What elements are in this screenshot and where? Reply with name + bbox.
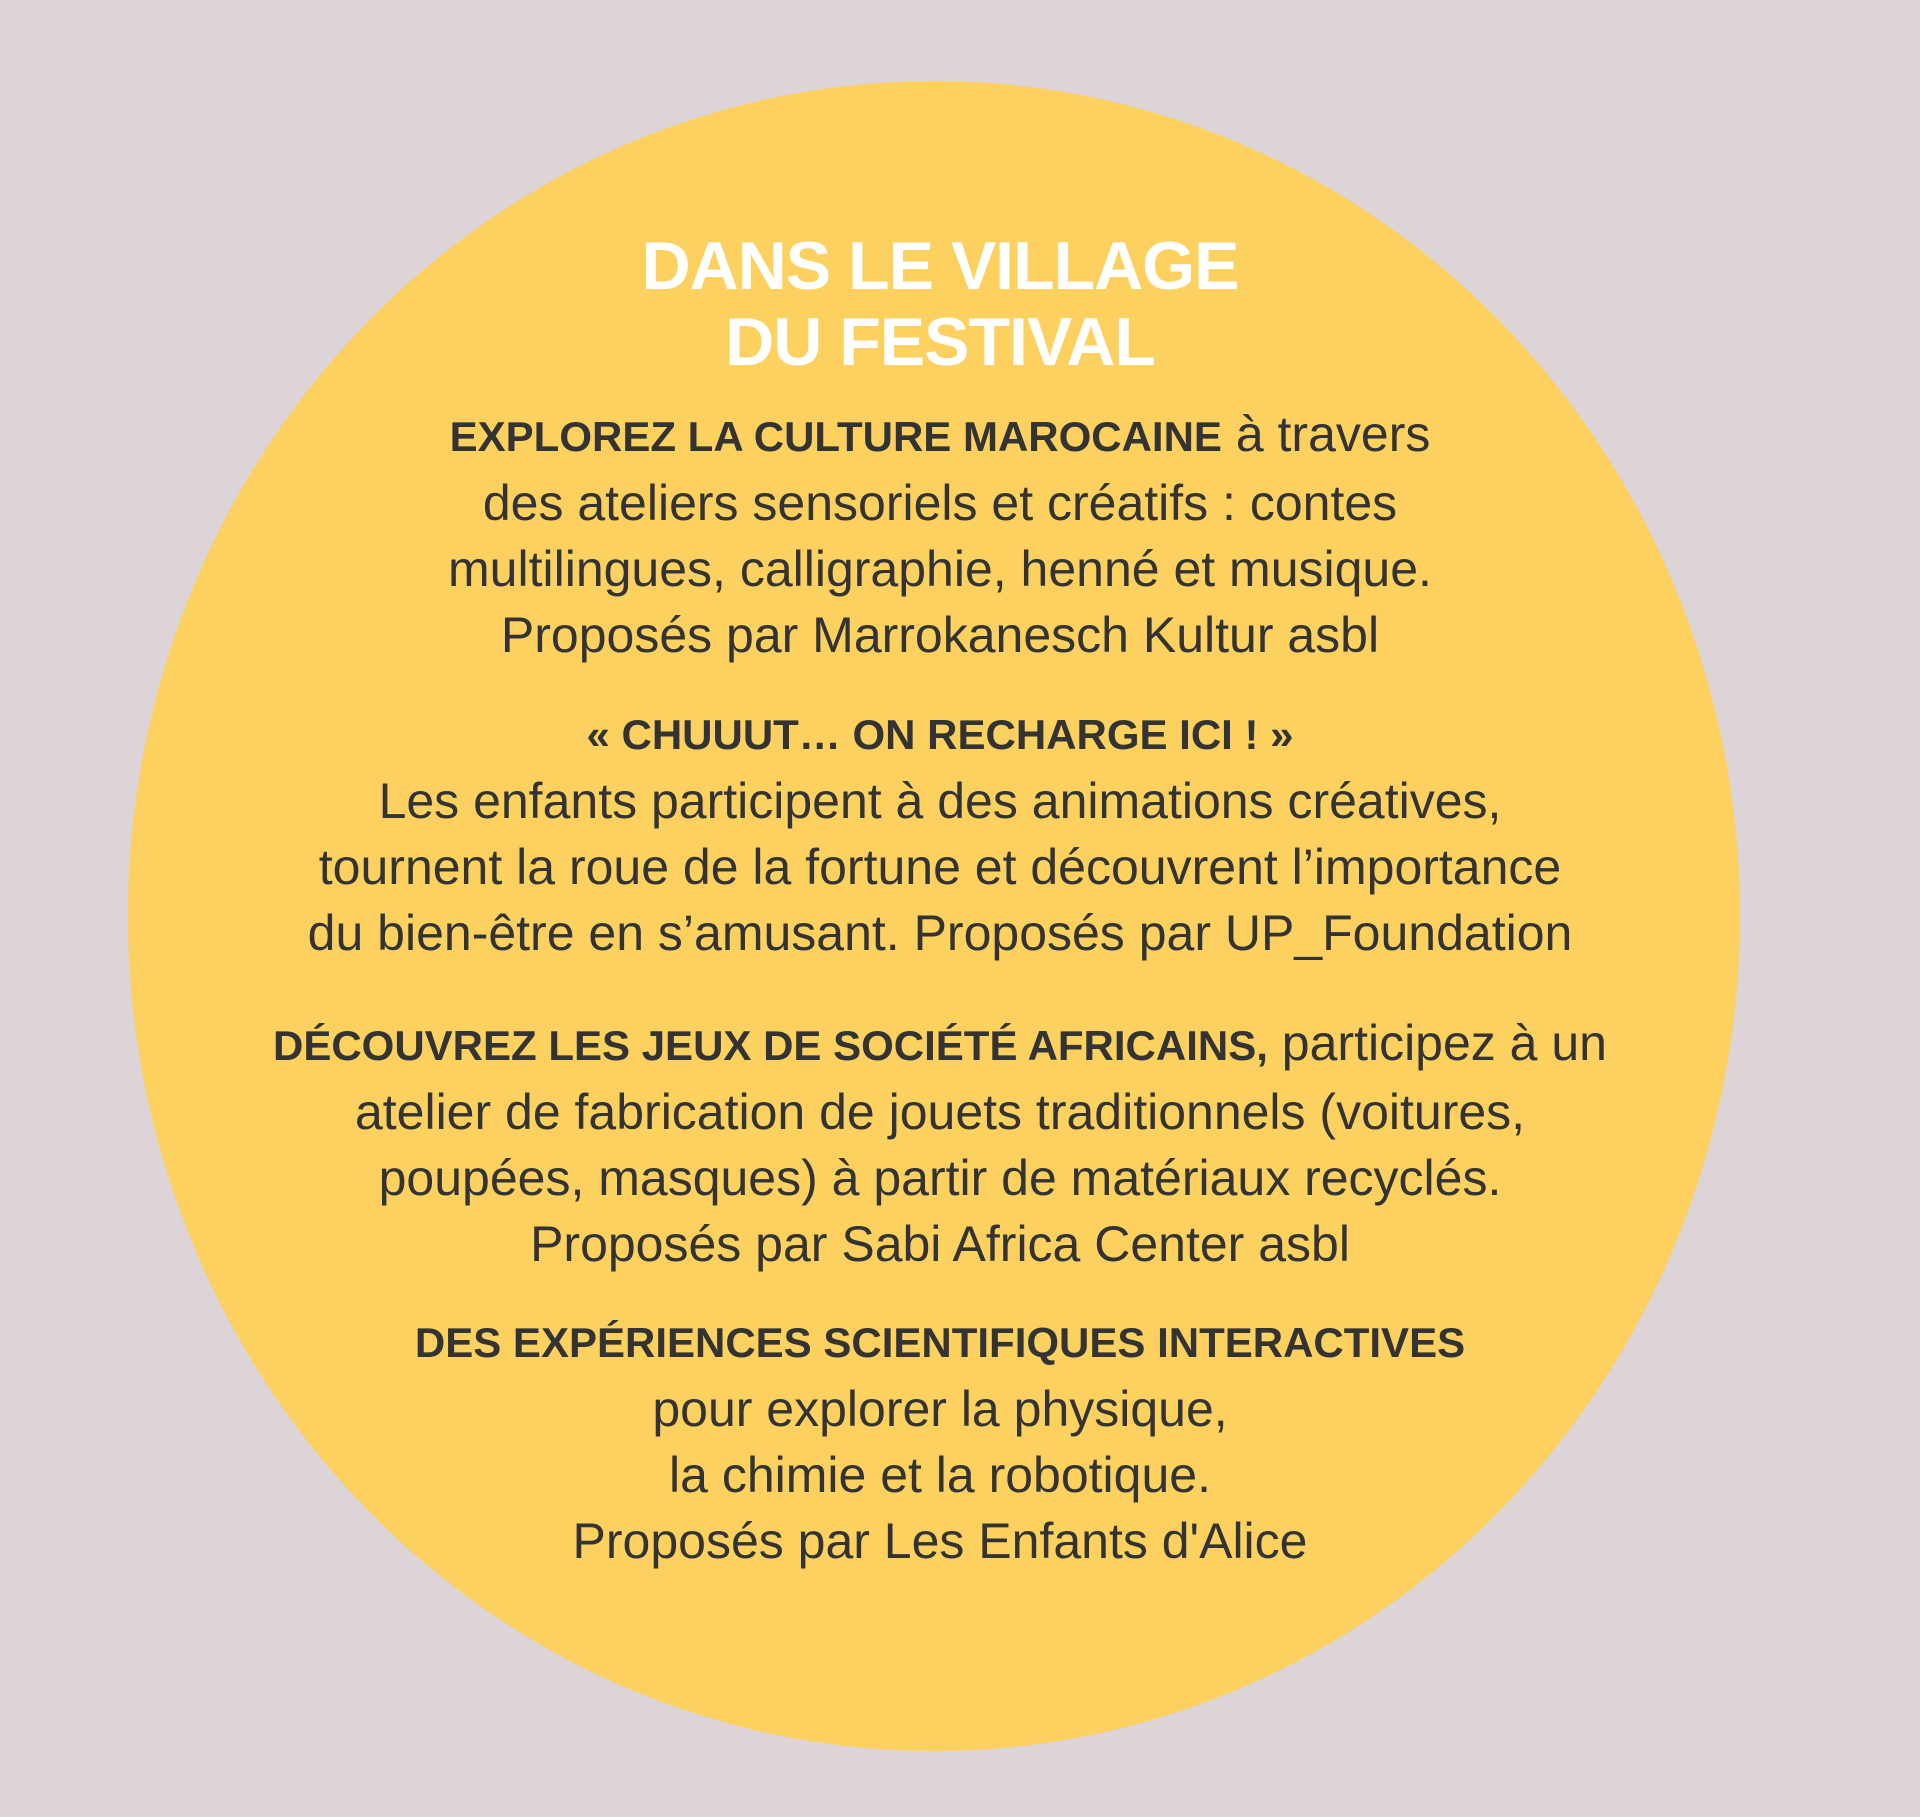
section-line: du bien-être en s’amusant. Proposés par UP_Foundation: [307, 905, 1573, 961]
section-line: multilingues, calligraphie, henné et musique.: [448, 541, 1432, 597]
section-science: [160, 1310, 1720, 1574]
section-heading: « CHUUUT… ON RECHARGE ICI ! »: [586, 711, 1294, 758]
section-line: [160, 1010, 1720, 1079]
section-line: [160, 401, 1720, 470]
section-african-games: [160, 1010, 1720, 1277]
section-text: participez à un: [1267, 1015, 1607, 1071]
section-line: la chimie et la robotique.: [669, 1447, 1211, 1503]
section-heading: DES EXPÉRIENCES SCIENTIFIQUES INTERACTIVES: [414, 1319, 1466, 1366]
section-heading: EXPLOREZ LA CULTURE MAROCAINE: [449, 413, 1222, 460]
section-recharge: [160, 702, 1720, 966]
section-line: tournent la roue de la fortune et découvrent l’importance: [318, 839, 1562, 895]
section-line: Les enfants participent à des animations créatives,: [378, 773, 1502, 829]
section-line: des ateliers sensoriels et créatifs : contes: [482, 475, 1398, 531]
section-heading: DÉCOUVREZ LES JEUX DE SOCIÉTÉ AFRICAINS,: [272, 1022, 1268, 1069]
title-line-1: DANS LE VILLAGE: [641, 228, 1239, 304]
section-line: Proposés par Sabi Africa Center asbl: [530, 1216, 1350, 1272]
title-line-2: DU FESTIVAL: [725, 304, 1155, 380]
section-moroccan-culture: [160, 401, 1720, 668]
section-line: pour explorer la physique,: [652, 1381, 1228, 1437]
page-title: [560, 228, 1320, 380]
section-line: Proposés par Marrokanesch Kultur asbl: [500, 607, 1380, 663]
section-line: atelier de fabrication de jouets traditionnels (voitures,: [354, 1084, 1526, 1140]
section-line: Proposés par Les Enfants d'Alice: [572, 1513, 1308, 1569]
section-line: poupées, masques) à partir de matériaux recyclés.: [378, 1150, 1502, 1206]
section-text: à travers: [1221, 406, 1431, 462]
